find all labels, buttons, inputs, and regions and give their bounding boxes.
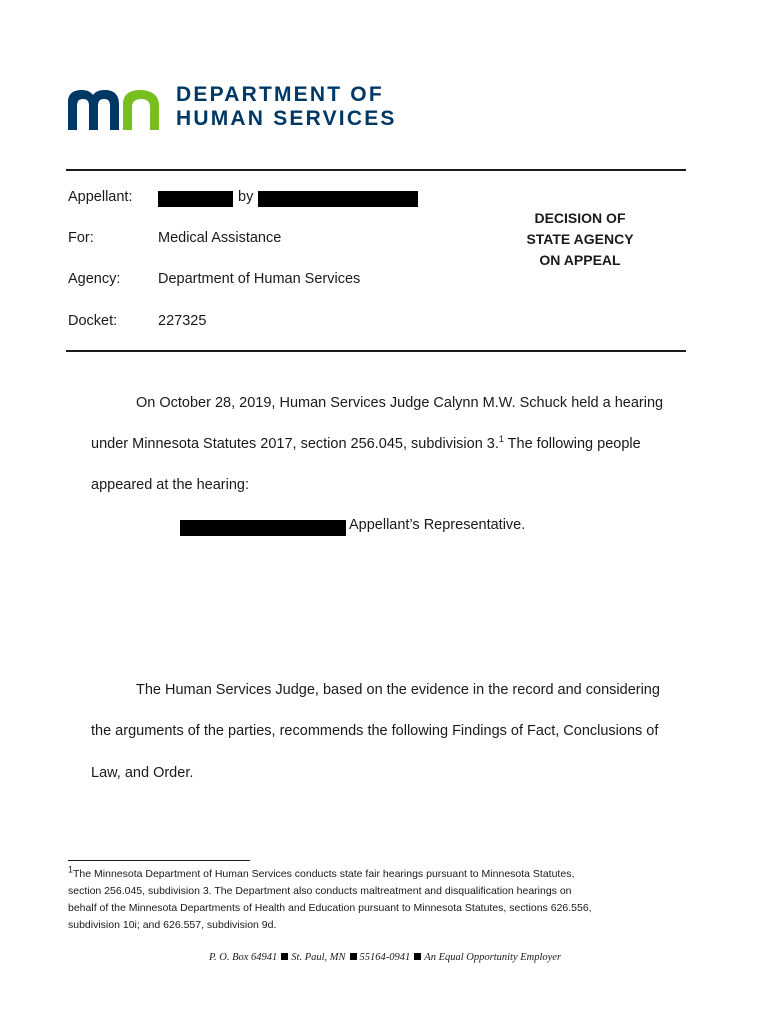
logo-text-line2: HUMAN SERVICES	[176, 107, 397, 130]
footer-zip: 55164-0941	[359, 952, 411, 963]
decision-title-line2: STATE AGENCY	[526, 231, 634, 247]
footnote-reference: 1	[498, 434, 504, 445]
for-label: For:	[68, 230, 94, 246]
footnote-line1	[68, 866, 648, 883]
redacted-representative-name	[258, 191, 418, 207]
by-text: by	[238, 189, 254, 205]
paragraph1-line2-text-a: under Minnesota Statutes 2017, section 256.045, subdivision 3.	[91, 436, 499, 452]
page-footer	[0, 952, 770, 963]
agency-value: Department of Human Services	[158, 271, 361, 287]
paragraph2-line3: Law, and Order.	[91, 765, 194, 781]
logo-text-line1: DEPARTMENT OF	[176, 83, 384, 106]
minnesota-mn-logo-icon	[68, 88, 164, 132]
footer-city: St. Paul, MN	[291, 952, 346, 963]
square-bullet-icon	[414, 953, 421, 960]
paragraph2-line1: The Human Services Judge, based on the evidence in the record and considering	[136, 682, 660, 698]
footnote	[68, 866, 648, 934]
square-bullet-icon	[350, 953, 357, 960]
footnote-line4: subdivision 10i; and 626.557, subdivision 9d.	[68, 919, 277, 931]
footer-po-box: P. O. Box 64941	[208, 952, 278, 963]
attendee-role: Appellant’s Representative.	[349, 517, 526, 533]
footnote-number: 1	[68, 864, 74, 875]
footnote-line2: section 256.045, subdivision 3. The Department also conducts maltreatment and disqualification hearings on	[68, 885, 572, 897]
footer-eoe: An Equal Opportunity Employer	[424, 952, 562, 963]
header-bottom-rule	[66, 350, 686, 352]
for-value: Medical Assistance	[158, 230, 282, 246]
decision-title-line1: DECISION OF	[534, 210, 626, 226]
docket-value: 227325	[158, 313, 207, 329]
redacted-attendee-name	[180, 520, 346, 536]
paragraph1-line2	[91, 436, 641, 452]
dhs-logo	[68, 84, 413, 134]
paragraph1-line2-text-b: The following people	[503, 436, 641, 452]
decision-title	[500, 208, 660, 271]
paragraph1-line3: appeared at the hearing:	[91, 477, 250, 493]
agency-label: Agency:	[68, 271, 121, 287]
docket-label: Docket:	[68, 313, 118, 329]
footnote-separator	[68, 860, 250, 861]
redacted-appellant-name	[158, 191, 233, 207]
appellant-label: Appellant:	[68, 189, 133, 205]
footnote-line3: behalf of the Minnesota Departments of Health and Education pursuant to Minnesota Statutes, sections 626.556,	[68, 902, 592, 914]
header-top-rule	[66, 169, 686, 171]
paragraph1-line1: On October 28, 2019, Human Services Judge Calynn M.W. Schuck held a hearing	[136, 395, 664, 411]
footnote-line1-text: The Minnesota Department of Human Services conducts state fair hearings pursuant to Minnesota Statutes,	[73, 868, 575, 880]
decision-title-line3: ON APPEAL	[539, 252, 621, 268]
square-bullet-icon	[281, 953, 288, 960]
paragraph2-line2: the arguments of the parties, recommends the following Findings of Fact, Conclusions of	[91, 723, 659, 739]
